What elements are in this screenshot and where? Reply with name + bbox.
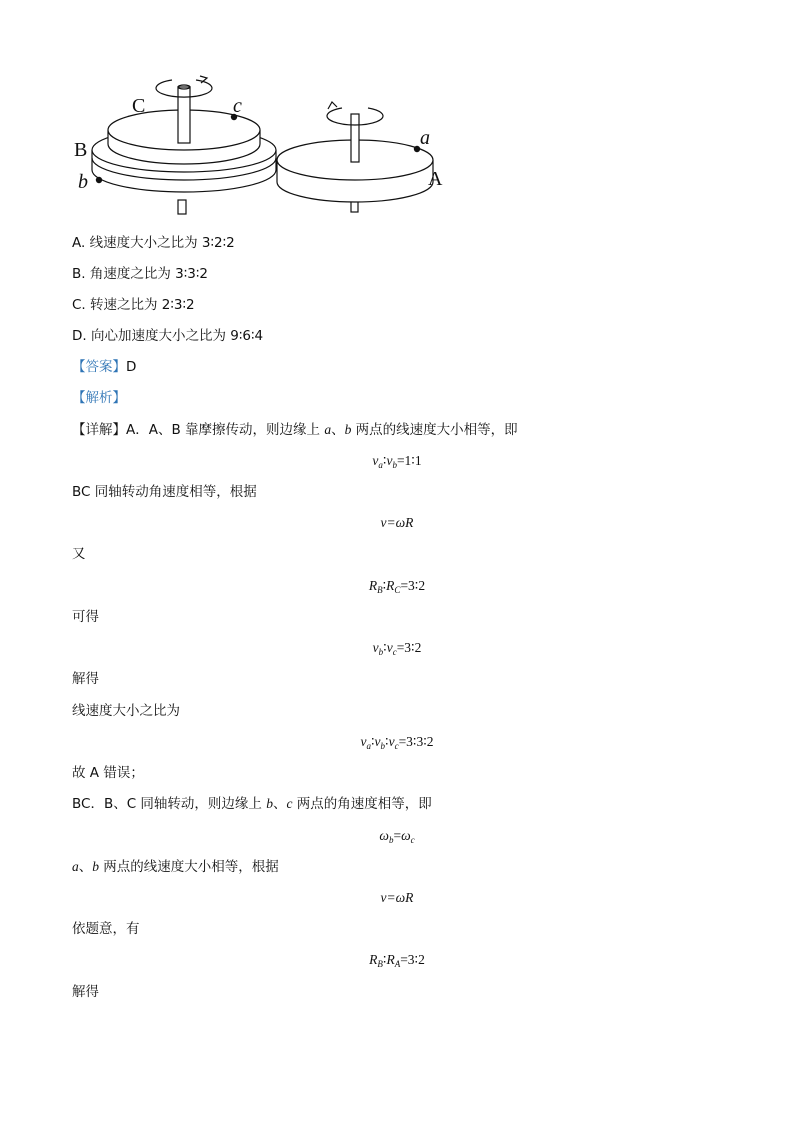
detail-line: 【详解】A．A、B 靠摩擦传动，则边缘上 a、b 两点的线速度大小相等，即 [72, 422, 518, 438]
equation-8: $R_B∶R_A=3∶2$ [369, 952, 425, 969]
paragraph-5: 解得 [72, 671, 99, 687]
option-b: B. 角速度之比为 3∶3∶2 [72, 266, 208, 282]
axle-left-top [178, 87, 190, 143]
axle-right-top [351, 114, 359, 162]
equation-4: $v_b∶v_c=3∶2$ [372, 640, 422, 657]
equation-7: v=ωR [380, 890, 414, 905]
paragraph-8: BC．B、C 同轴转动，则边缘上 b、c 两点的角速度相等，即 [72, 796, 432, 812]
detail-tag: 【详解】 [72, 422, 126, 438]
analysis-tag: 【解析】 [72, 390, 126, 406]
paragraph-10: 依题意，有 [72, 921, 140, 937]
paragraph-4: 可得 [72, 609, 99, 625]
equation-2: v=ωR [380, 515, 414, 530]
label-B: B [74, 139, 88, 161]
equation-6: $\omega_b=\omega_c$ [379, 828, 415, 845]
paragraph-9: a、b 两点的线速度大小相等，根据 [72, 859, 279, 875]
label-b: b [78, 171, 88, 193]
equation-5: $v_a∶v_b∶v_c=3∶3∶2$ [360, 734, 434, 751]
axle-left-bottom [178, 200, 186, 214]
answer-value: D [126, 359, 137, 375]
paragraph-3: 又 [72, 546, 86, 562]
paragraph-2: BC 同轴转动角速度相等，根据 [72, 484, 257, 500]
label-c: c [233, 95, 242, 117]
label-A: A [428, 168, 443, 190]
label-a: a [420, 127, 430, 149]
wheels-figure [70, 72, 460, 222]
equation-3: $R_B∶R_C=3∶2$ [368, 578, 426, 595]
point-b [96, 177, 102, 183]
answer-line [72, 358, 136, 376]
analysis-heading [72, 389, 126, 407]
paragraph-6: 线速度大小之比为 [72, 703, 180, 719]
option-c: C. 转速之比为 2∶3∶2 [72, 297, 195, 313]
equation-1: $v_a∶v_b=1∶1$ [372, 453, 422, 470]
paragraph-11: 解得 [72, 984, 99, 1000]
option-a: A. 线速度大小之比为 3∶2∶2 [72, 235, 235, 251]
paragraph-7: 故 A 错误； [72, 765, 144, 781]
option-d: D. 向心加速度大小之比为 9∶6∶4 [72, 328, 264, 344]
label-C: C [132, 95, 146, 117]
answer-tag: 【答案】 [72, 359, 126, 375]
